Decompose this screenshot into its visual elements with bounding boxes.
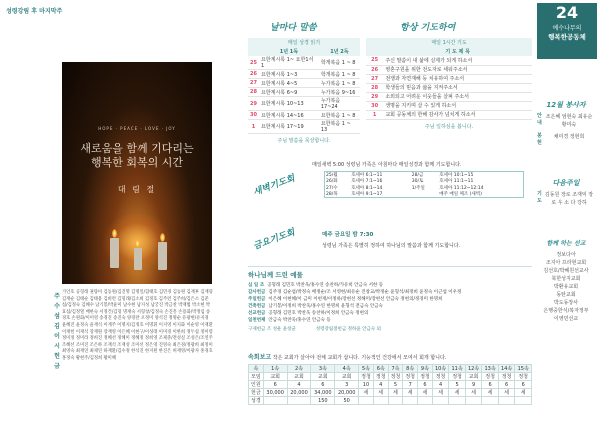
prayer-row: 27 전쟁과 자연재해 등 치유하여 주소서 bbox=[366, 74, 532, 83]
growth-row: 모임 교회 교회 교회 교회 정청 정청 정청 정청 정청 정청 정청 교회 정청 정청 정청 bbox=[249, 373, 532, 381]
flame-icon bbox=[112, 229, 117, 238]
missions: 함께 하는 선교 정보다아 조지아 프라현교회 김선호/박혜원선교사 북한성지교회 박환유교회 동탄교회 박도동장사 은행중한식/복자정부 이영민선교 bbox=[537, 238, 595, 323]
prayer-table: 기 도 제 목 25 주신 말씀이 내 삶에 실제가 되게 하소서 26 영혼구원을 위한 전도자로 세워주소서 27 전쟁과 자연재해 등 치유하여 주소서 28 학생들의 믿음과 삶을 지켜주소서 29 소외되고 어려운 이웃들을 살펴 주소서 30 생명을 지키며 살 수 있게 하소서 1 교회 공동체의 한해 감사가 넘치게 하소서 bbox=[366, 47, 532, 120]
reading-note: 주님 말씀을 묵상합니다. bbox=[277, 138, 331, 144]
dawn-row: 28/목 호세아 9:1~17 매주 매일 체조 (새벽) bbox=[326, 192, 482, 197]
flame-icon bbox=[160, 233, 165, 242]
candle bbox=[158, 242, 167, 270]
growth-table bbox=[248, 364, 532, 405]
offering-r2: 성령강림절헌금 정하윤 안금숙 외 bbox=[315, 327, 381, 332]
prayer-note: 주님 일하심을 봅니다. bbox=[424, 123, 474, 130]
growth-row: 성경 150 50 bbox=[249, 397, 532, 405]
volunteer-label: 주 수 섬 김 이 시 헌 금 bbox=[54, 293, 60, 370]
mission-item: 동탄교회 bbox=[556, 292, 576, 298]
dawn-intro: 매일새벽 5:00 성령님 가족은 아침마다 매일성경과 함께 기도합니다. bbox=[312, 162, 462, 168]
cover-image bbox=[62, 62, 212, 284]
prayer-title: 항상 기도하여 bbox=[400, 23, 456, 33]
mission-item: 박환유교회 bbox=[553, 284, 579, 290]
dawn-row: 27/수 호세아 8:1~14 1/주일 호세아 11:12~12:14 bbox=[326, 185, 484, 191]
offering-row: 십 일 조 공형래 김민호 박찬욱/홍수연 송찬하/가유희 안금숙 서한 등 bbox=[248, 283, 384, 288]
cover-speaker: 대 림 절 bbox=[117, 185, 157, 194]
candle bbox=[110, 238, 119, 268]
reading-row: 1 요한계시록 17~19 요한복음 1 ~ 13 bbox=[248, 120, 360, 134]
cover-subtitle: HOPE · PEACE · LOVE · JOY bbox=[98, 126, 176, 131]
offering-row: 감사헌금 김주경 김순섭/박정숙 배정순/조 서영현/최유순 진창교/박정순 윤형석/최정희 윤정숙 이근섭 이우정 bbox=[248, 290, 462, 295]
offering-title: 하나님께 드린 예물 bbox=[248, 271, 303, 279]
prayer-row: 29 소외되고 어려운 이웃들을 살펴 주소서 bbox=[366, 92, 532, 101]
dawn-row: 25/월 호세아 6:1~11 28/금 호세아 10:1~15 bbox=[326, 173, 474, 178]
reading-row: 28 요한계시록 6~9 누가복음 9~16 bbox=[248, 88, 360, 97]
reading-table: 1년 1독 1년 2독 25 요한계시록 1~ 요한1서 1 학개복음 1 ~ 8 26 요한계시록 1~3 학개복음 1 ~ 8 27 요한계시록 4~5 누가복음 1 ~ 8 28 요한계시록 6~9 누가복음 9~16 29 요한계시록 10~13 누가복음 17~24 30 요한계시록 14~16 요한복음 1 ~ 8 1 요한계시록 17~19 요한복음 1 ~ 13 bbox=[248, 47, 360, 134]
offering-row: 주일헌금 이은혜 이현혜/이 금미 이현재/이정하/장현선 정해미/장현선 안금숙 정현의/정경미 한명희 bbox=[248, 297, 443, 302]
mission-item: 북한성지교회 bbox=[551, 276, 581, 282]
mission-item: 이영민선교 bbox=[553, 316, 579, 322]
reading-row: 26 요한계시록 1~3 학개복음 1 ~ 8 bbox=[248, 70, 360, 79]
reading-title: 날마다 말씀 bbox=[270, 23, 317, 33]
volunteer-names: 가인호 공형래 권량미 김동원/김진명 김명일/함태호 김민경 김동원 김재후 김재형 김재순 김태순 김태용 김희련 김형래/김소희 김정호 김주련 김주희/김은소 김준섭/김정숙 김해수 남기봉/박윤미 남수현 남지성 남궁진 박금찬 박재범 박소현 박효섭/김정열 배한숙 서정건/김형 명재숙 서형창/김정숙 손진흥 손용화/박정임 송경호 손원화/이미영 송경진 송진숙 양경란 오정미 양석진 정명순 유광현/유지경 윤혜진 윤정숙 윤재석 이계주 이명지/김정호 이명휘 이지영 이지화 이순영 이재환 이재헌 이재석 장재원 장재영 이은혜 이현구/이성래 이미경 이한희 정두섭 정미령 정미정 정미라 정희진 정혜선 정혜미 정혜정 정희영 조제준/전성실 조성은/조연주 조혜선 조미진 조은하 조재석 조재성 조미선 정은영 진영숙 최은경/정광희 최정미 최영숙 최재연 최제연 하재환/김수정 한석진 한지원 한진은 허재영/이광자 홍경호 홍정숙 황현주/김정희 황미혜 bbox=[62, 290, 213, 361]
growth-row: 인원 6 4 6 3 10 4 5 7 6 4 5 9 6 6 6 bbox=[249, 381, 532, 389]
cover-title: 새로움을 함께 기다리는 행복한 회복의 시간 bbox=[80, 142, 194, 169]
growth-row: 헌금 30,000 20,000 34,000 20,000 세 세 세 세 세 세 세 세 세 세 세 bbox=[249, 389, 532, 397]
reading-row: 30 요한계시록 14~16 요한복음 1 ~ 8 bbox=[248, 111, 360, 120]
offering-row: 일천번제 안금숙 박찬욱/홍수연 안금숙 등 bbox=[248, 318, 331, 323]
flame-icon bbox=[135, 239, 140, 248]
prayer-row: 26 영혼구원을 위한 전도자로 세워주소서 bbox=[366, 65, 532, 74]
prayer-row: 25 주신 말씀이 내 삶에 실제가 되게 하소서 bbox=[366, 56, 532, 65]
mission-item: 김선호/박혜원선교사 bbox=[543, 268, 589, 274]
friday-title: 금요기도회 bbox=[252, 227, 297, 253]
growth-desc: 작은 교회가 살아야 전체 교회가 삽니다. 기능적인 건강에서 모여서 회개 합니다. bbox=[272, 355, 447, 361]
dawn-title: 새벽기도회 bbox=[252, 173, 297, 199]
church-logo: 24 예수나무의 행복한공동체 bbox=[537, 3, 597, 59]
dawn-row: 26/화 호세아 7:1~16 30/토 호세아 11:1~11 bbox=[326, 179, 474, 185]
mission-item: 정보다아 bbox=[556, 252, 576, 258]
prayer-row: 1 교회 공동체의 한해 감사가 넘치게 하소서 bbox=[366, 110, 532, 119]
reading-row: 29 요한계시록 10~13 누가복음 17~24 bbox=[248, 97, 360, 111]
prayer-row: 28 학생들의 믿음과 삶을 지켜주소서 bbox=[366, 83, 532, 92]
volunteers-dec: 12월 봉사자 안내 조은혜 엄현숙 최유순 황미숙 봉헌 채미경 정현희 bbox=[537, 101, 593, 146]
growth-row: 속 1속 2속 3속 4속 5속 6속 7속 8속 9속 10속 11속 12속 13속 14속 15속 bbox=[249, 365, 532, 373]
prayer-row: 30 생명을 지키며 살 수 있게 하소서 bbox=[366, 101, 532, 110]
mission-item: 은행중한식/복자정부 bbox=[543, 308, 589, 314]
offering-row: 건축헌금 남기봉/이정희 박찬욱/홍수연 한명희 윤형석 전금숙 안금숙 bbox=[248, 304, 383, 309]
candle bbox=[134, 248, 142, 270]
friday-desc: 성령님 가족은 특별히 정하여 하나님의 말씀과 함께 기도합니다. bbox=[322, 243, 461, 249]
offering-r1: 구제헌금 조 성운 윤창균 bbox=[248, 327, 296, 332]
mission-item: 박도동장사 bbox=[553, 300, 579, 306]
next-sunday: 다음주일 기도 김동원 장로 조재익 장로 우 소 다 강하 bbox=[537, 179, 594, 206]
reading-row: 25 요한계시록 1~ 요한1서 1 학개복음 1 ~ 8 bbox=[248, 56, 360, 70]
friday-time: 매주 금요일 밤 7:30 bbox=[322, 232, 374, 238]
reading-row: 27 요한계시록 4~5 누가복음 1 ~ 8 bbox=[248, 79, 360, 88]
prayer-subtitle: 매일 1시간 기도 bbox=[366, 38, 532, 47]
page-header: 성령강림 후 마지막주 bbox=[6, 8, 63, 15]
offering-row: 선교헌금 공형래 김민호 박찬욱 송찬하/이정희 안금숙 정현의 bbox=[248, 311, 369, 316]
growth-title: 속회보고 bbox=[248, 354, 272, 361]
mission-item: 조지아 프라현교회 bbox=[545, 260, 587, 266]
reading-subtitle: 매일 성경 읽기 bbox=[248, 38, 360, 47]
dawn-table bbox=[324, 171, 524, 198]
